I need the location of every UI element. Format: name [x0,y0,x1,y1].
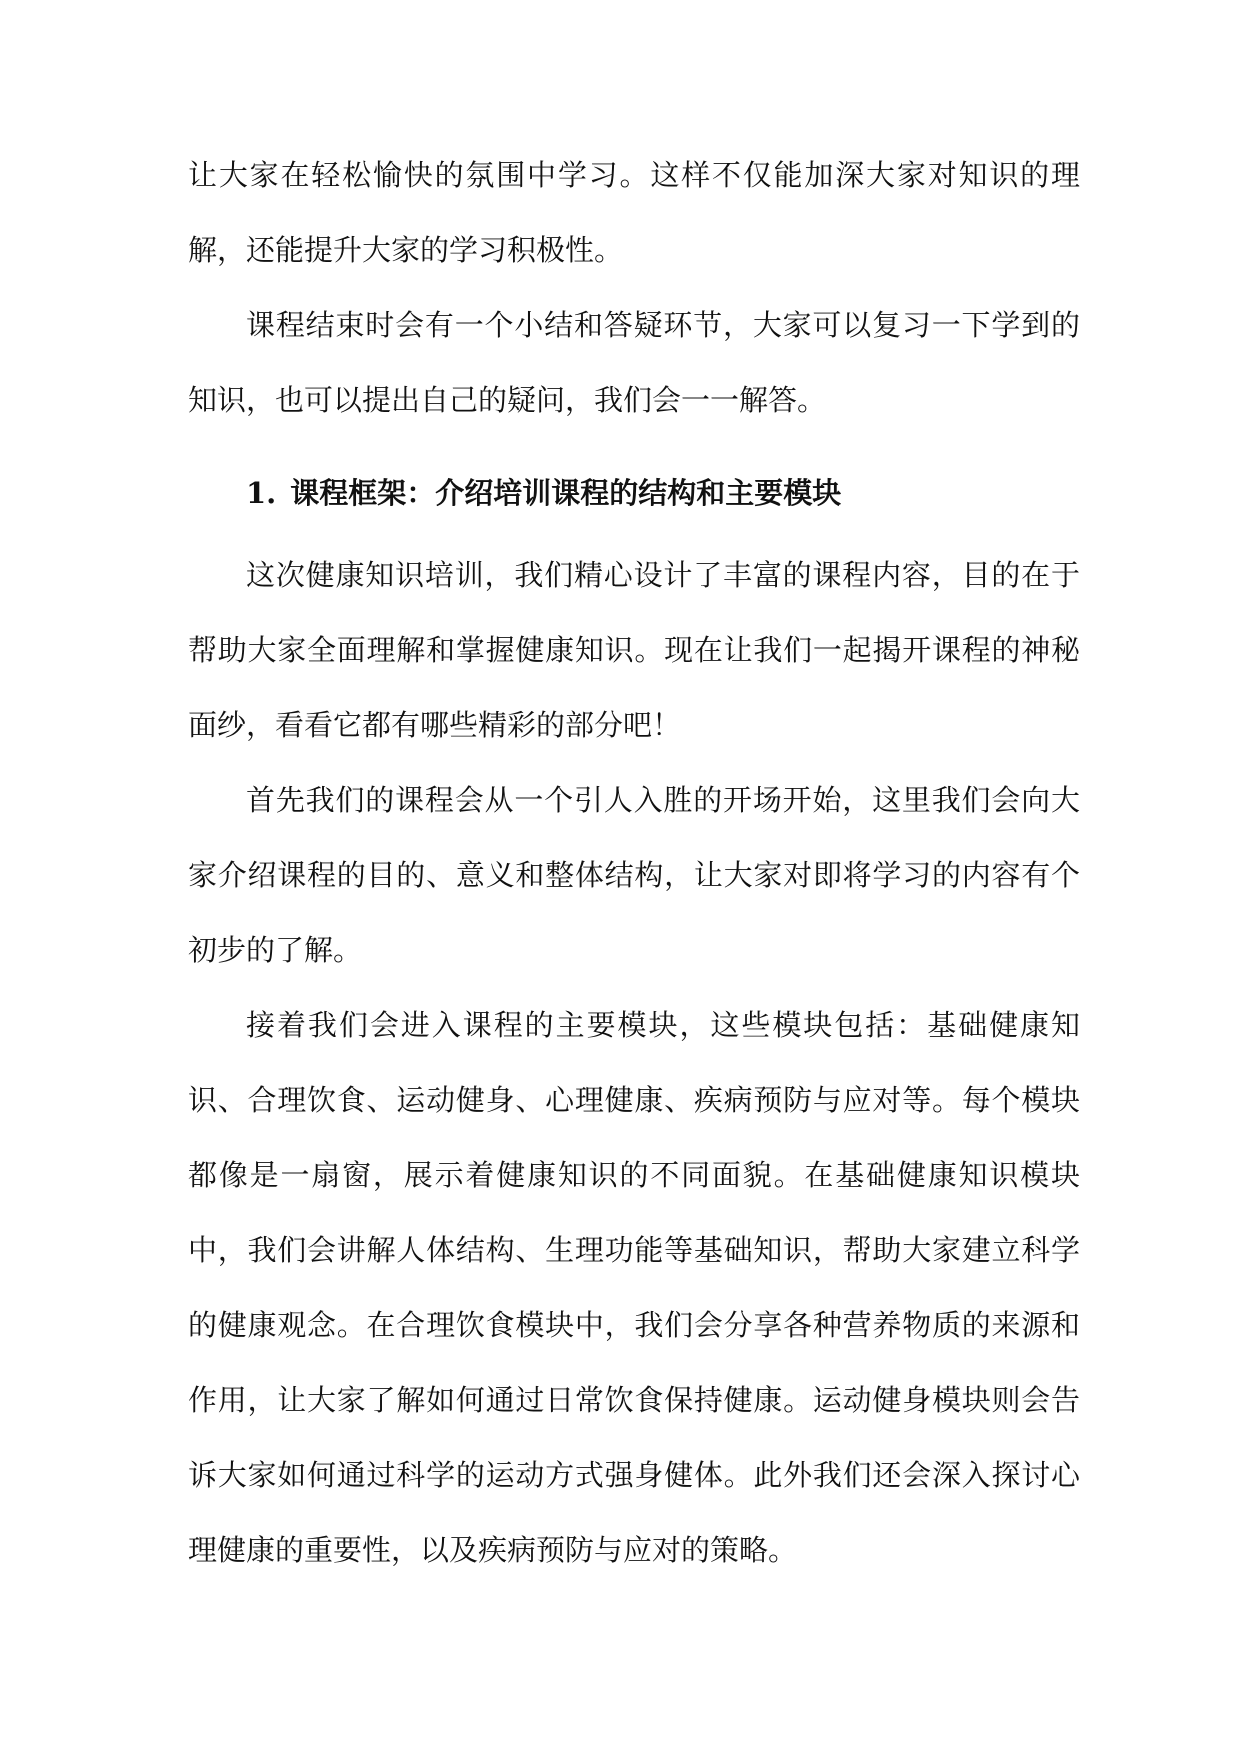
paragraph-summary-qa: 课程结束时会有一个小结和答疑环节，大家可以复习一下学到的知识，也可以提出自己的疑问，我们会一一解答。 [188,308,1080,417]
paragraph-opening: 首先我们的课程会从一个引人入胜的开场开始，这里我们会向大家介绍课程的目的、意义和整体结构，让大家对即将学习的内容有个初步的了解。 [188,783,1080,967]
section-title: 课程框架：介绍培训课程的结构和主要模块 [290,476,842,510]
paragraph-main-modules: 接着我们会进入课程的主要模块，这些模块包括：基础健康知识、合理饮食、运动健身、心理健康、疾病预防与应对等。每个模块都像是一扇窗，展示着健康知识的不同面貌。在基础健康知识模块中，我们会讲解人体结构、生理功能等基础知识，帮助大家建立科学的健康观念。在合理饮食模块中，我们会分享各种营养物质的来源和作用，让大家了解如何通过日常饮食保持健康。运动健身模块则会告诉大家如何通过科学的运动方式强身健体。此外我们还会深入探讨心理健康的重要性，以及疾病预防与应对的策略。 [188,1008,1080,1567]
paragraph-course-overview: 这次健康知识培训，我们精心设计了丰富的课程内容，目的在于帮助大家全面理解和掌握健康知识。现在让我们一起揭开课程的神秘面纱，看看它都有哪些精彩的部分吧！ [188,558,1080,742]
paragraph-intro-continuation: 让大家在轻松愉快的氛围中学习。这样不仅能加深大家对知识的理解，还能提升大家的学习积极性。 [188,158,1080,267]
document-body [188,138,1080,1588]
section-number: 1. [246,476,277,510]
section-heading [188,448,1080,538]
